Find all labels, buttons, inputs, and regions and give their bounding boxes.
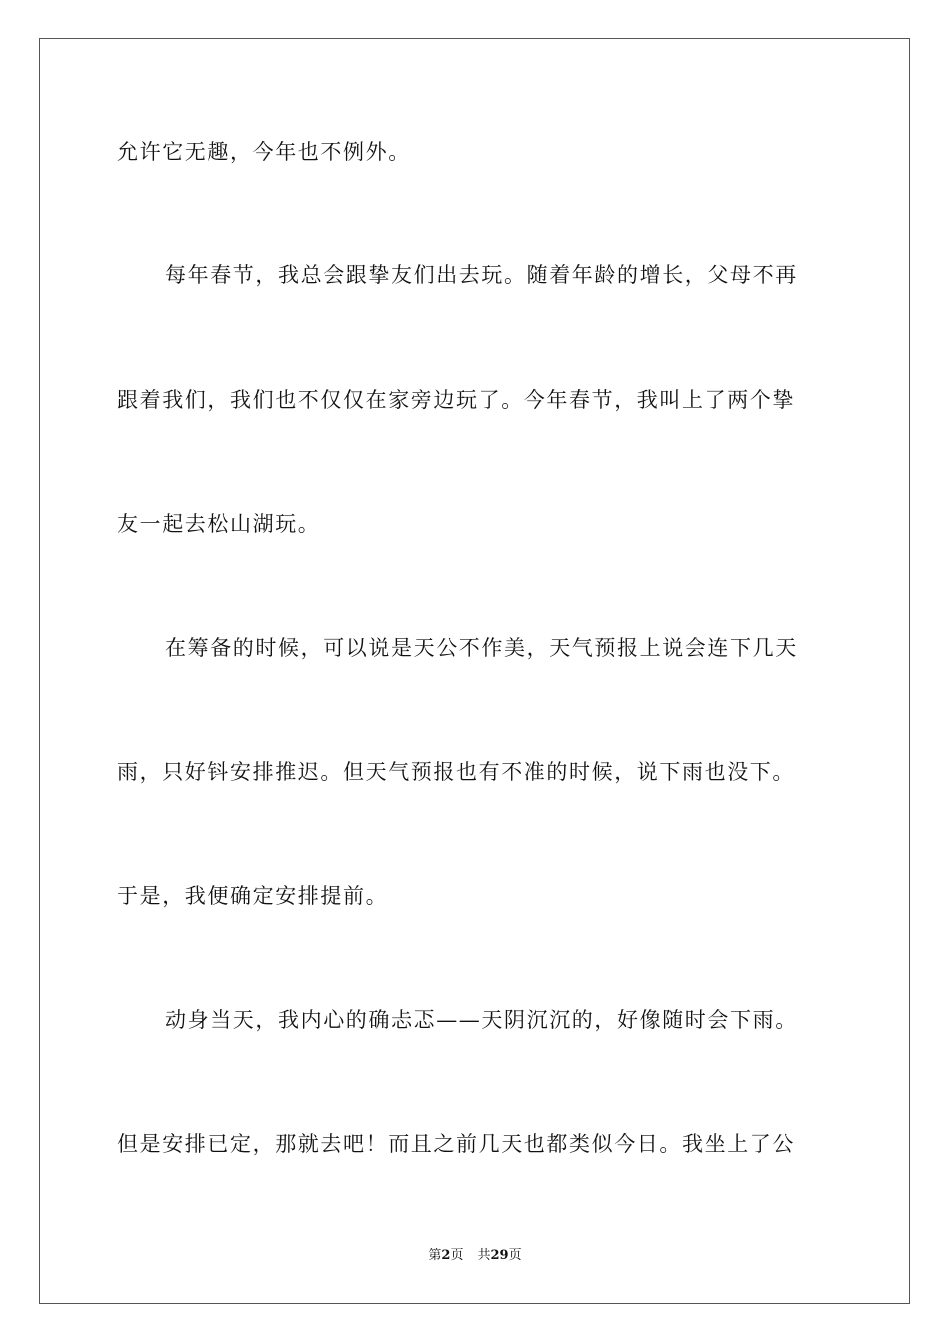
paragraph-start-line: 在筹备的时候，可以说是天公不作美，天气预报上说会连下几天 (165, 636, 798, 660)
text-line: 雨，只好钭安排推迟。但天气预报也有不准的时候，说下雨也没下。 (117, 760, 795, 784)
text-line: 允许它无趣，今年也不例外。 (117, 140, 411, 164)
total-suffix: 页 (508, 1248, 522, 1263)
total-prefix: 共 (477, 1248, 491, 1263)
page-border (39, 38, 910, 1304)
paragraph-start-line: 每年春节，我总会跟挚友们出去玩。随着年龄的增长，父母不再 (165, 263, 798, 287)
page-footer (0, 1248, 950, 1264)
paragraph-start-line: 动身当天，我内心的确忐忑——天阴沉沉的，好像随时会下雨。 (165, 1008, 798, 1032)
page-suffix: 页 (450, 1248, 464, 1263)
total-pages: 29 (490, 1248, 509, 1263)
text-line: 于是，我便确定安排提前。 (117, 884, 389, 908)
text-line: 但是安排已定，那就去吧！而且之前几天也都类似今日。我坐上了公 (117, 1132, 795, 1156)
text-line: 跟着我们，我们也不仅仅在家旁边玩了。今年春节，我叫上了两个挚 (117, 388, 795, 412)
page-prefix: 第 (428, 1248, 442, 1263)
text-line: 友一起去松山湖玩。 (117, 512, 321, 536)
page-number: 2 (441, 1248, 451, 1263)
